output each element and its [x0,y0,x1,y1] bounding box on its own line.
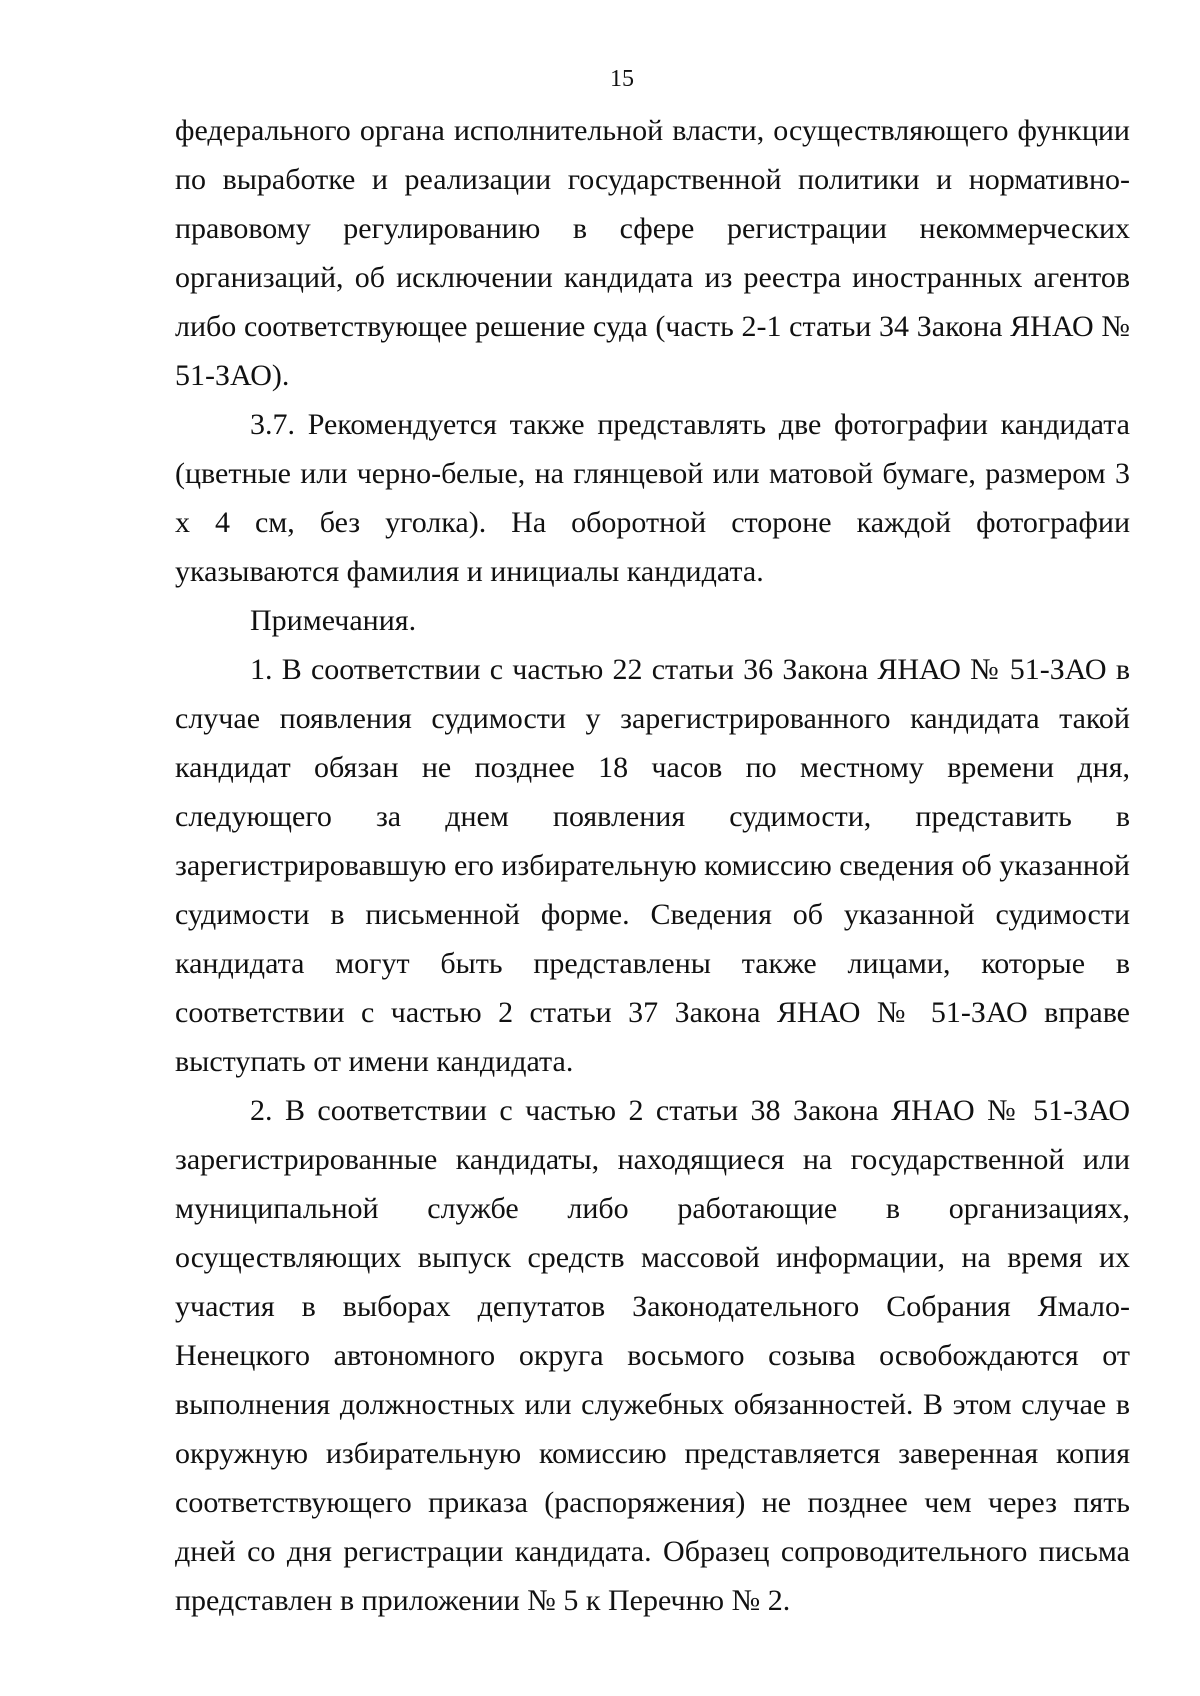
note-1: 1. В соответствии с частью 22 статьи 36 Закона ЯНАО № 51-ЗАО в случае появления судимости у зарегистрированного кандидата такой кандидат обязан не позднее 18 часов по местному времени дня, следующего за днем появления судимости, представить в зарегистрировавшую его избирательную комиссию сведения об указанной судимости в письменной форме. Сведения об указанной судимости кандидата могут быть представлены также лицами, которые в соответствии с частью 2 статьи 37 Закона ЯНАО № 51-ЗАО вправе выступать от имени кандидата. [175,653,1130,1078]
document-body [175,106,1130,1625]
notes-heading: Примечания. [250,604,417,637]
paragraph-continuation: федерального органа исполнительной власти, осуществляющего функции по выработке и реализации государственной политики и нормативно-правовому регулированию в сфере регистрации некоммерческих организаций, об исключении кандидата из реестра иностранных агентов либо соответствующее решение суда (часть 2-1 статьи 34 Закона ЯНАО № 51-ЗАО). [175,114,1130,392]
paragraph-3-7: 3.7. Рекомендуется также представлять две фотографии кандидата (цветные или черно-белые, на глянцевой или матовой бумаге, размером 3 x 4 см, без уголка). На оборотной стороне каждой фотографии указываются фамилия и инициалы кандидата. [175,408,1130,588]
page-number: 15 [610,66,634,92]
note-2: 2. В соответствии с частью 2 статьи 38 Закона ЯНАО № 51-ЗАО зарегистрированные кандидаты, находящиеся на государственной или муниципальной службе либо работающие в организациях, осуществляющих выпуск средств массовой информации, на время их участия в выборах депутатов Законодательного Собрания Ямало-Ненецкого автономного округа восьмого созыва освобождаются от выполнения должностных или служебных обязанностей. В этом случае в окружную избирательную комиссию представляется заверенная копия соответствующего приказа (распоряжения) не позднее чем через пять дней со дня регистрации кандидата. Образец сопроводительного письма представлен в приложении № 5 к Перечню № 2. [175,1094,1130,1617]
